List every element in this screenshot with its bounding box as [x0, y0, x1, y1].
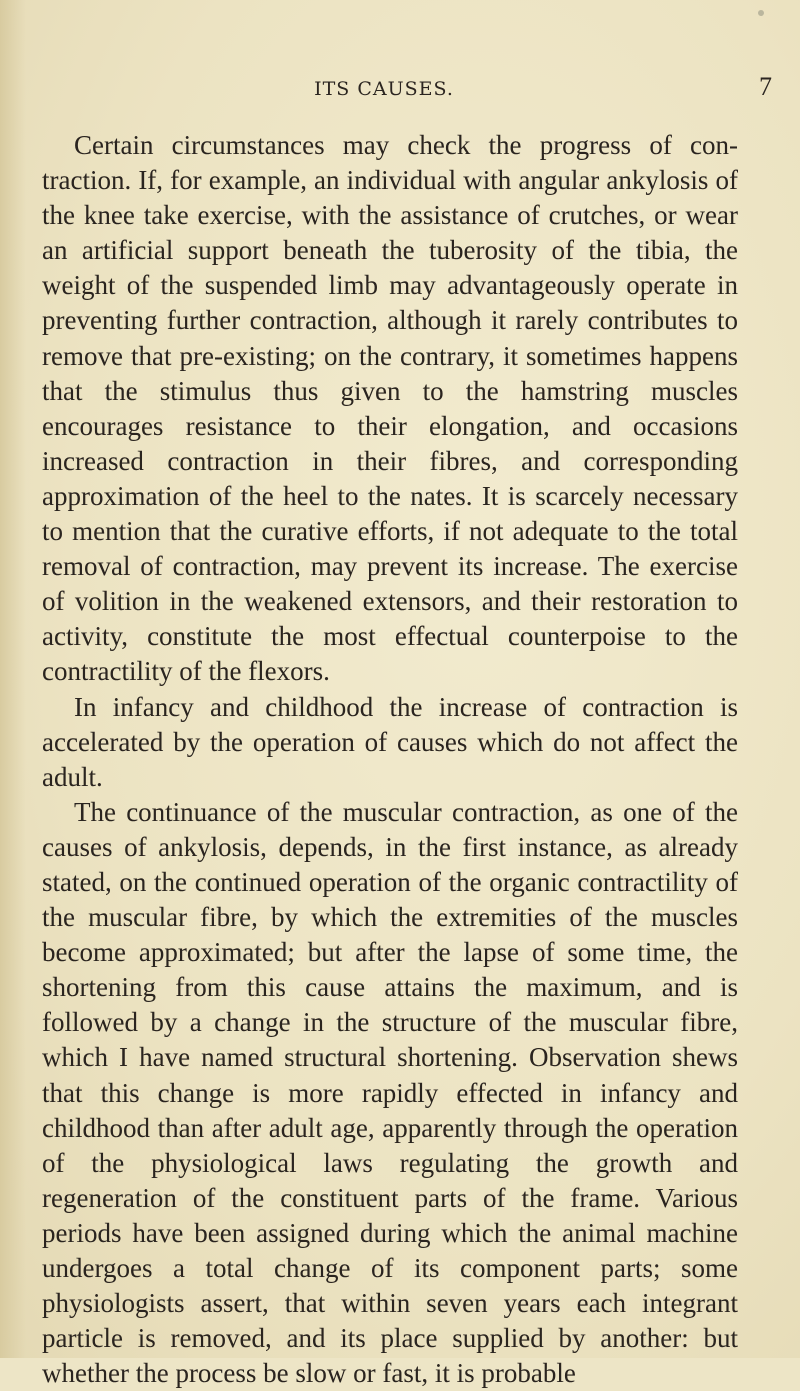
body-text — [42, 128, 738, 1391]
page-number: 7 — [759, 72, 772, 101]
paragraph-1: Certain circumstances may check the progress of contraction. If, for example, an individual with angular ankylosis of the knee take exercise, with the assistance of crutches, or wear an artificial support beneath the tuberosity of the tibia, the weight of the suspended limb may advantageously operate in preventing further contraction, although it rarely contributes to remove that pre-existing; on the contrary, it sometimes happens that the stimulus thus given to the hamstring muscles encourages resistance to their elongation, and occasions increased contraction in their fibres, and corresponding approximation of the heel to the nates. It is scarcely necessary to mention that the curative efforts, if not adequate to the total removal of contraction, may prevent its increase. The exercise of volition in the weakened extensors, and their restoration to activity, constitute the most effectual counterpoise to the contractility of the flexors. — [42, 130, 738, 687]
gutter-shadow — [0, 0, 26, 1358]
running-head: ITS CAUSES. — [314, 78, 454, 100]
ink-smudge — [758, 10, 764, 16]
paragraph-3: The continuance of the muscular contraction, as one of the causes of ankylosis, depends, in the first instance, as already stated, on the continued operation of the organic contractility of the muscular fibre, by which the extremities of the muscles become approximated; but after the lapse of some time, the shortening from this cause attains the maximum, and is followed by a change in the structure of the muscular fibre, which I have named structural shortening. Observation shews that this change is more rapidly effected in infancy and childhood than after adult age, apparently through the operation of the physiological laws regulating the growth and regeneration of the constituent parts of the frame. Various periods have been assigned during which the animal machine undergoes a total change of its component parts; some physiologists assert, that within seven years each integrant particle is removed, and its place supplied by another: but whether the process be slow or fast, it is probable — [42, 796, 738, 1389]
paragraph-2: In infancy and childhood the increase of contraction is accelerated by the operation of causes which do not affect the adult. — [42, 691, 738, 792]
